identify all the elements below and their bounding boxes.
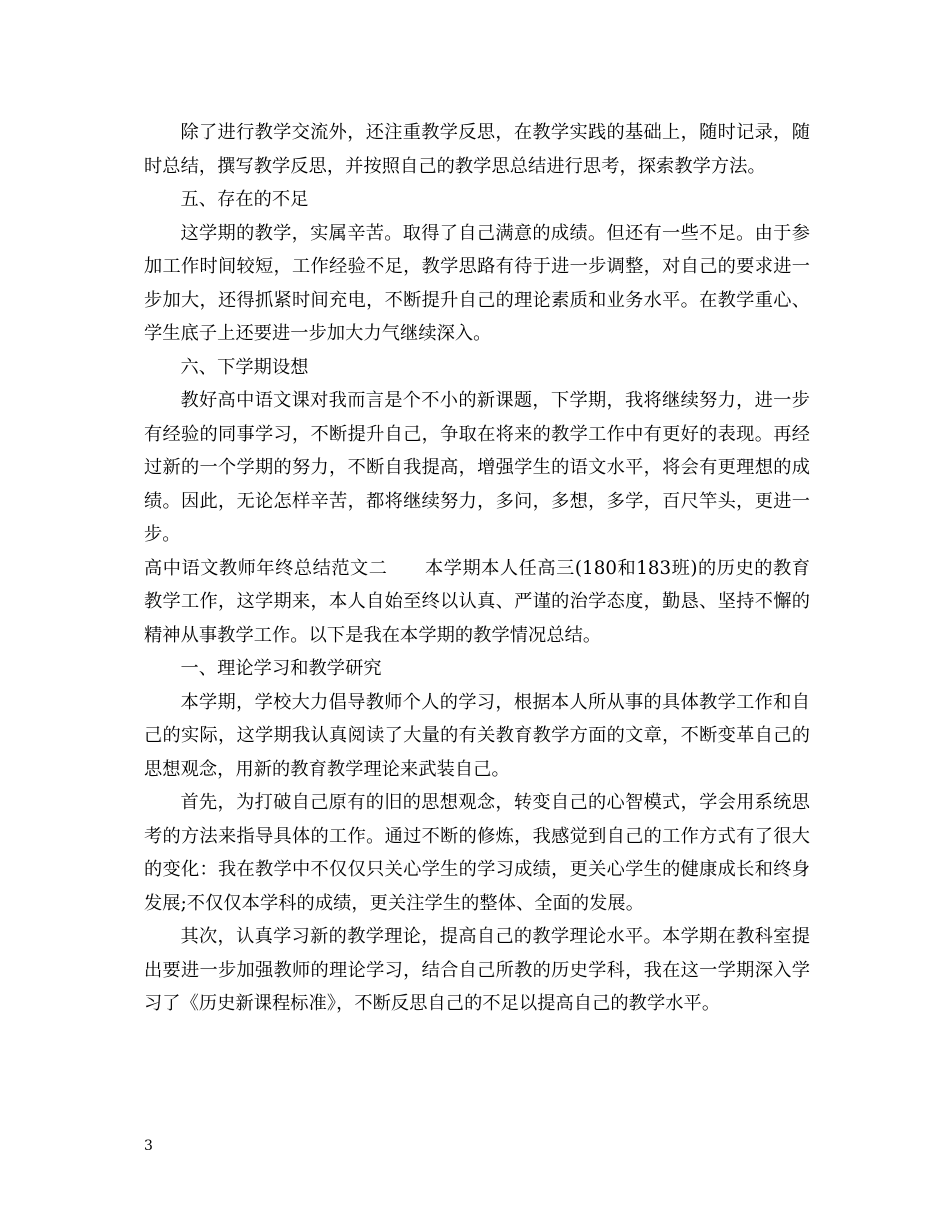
paragraph-sample-two-intro: 高中语文教师年终总结范文二 本学期本人任高三(180和183班)的历史的教育教学工作，这学期来，本人自始至终以认真、严谨的治学态度，勤恳、坚持不懈的精神从事教学工作。以下是我在本学期的教学情况总结。 (144, 557, 810, 646)
paragraph-next-semester: 教好高中语文课对我而言是个不小的新课题，下学期，我将继续努力，进一步有经验的同事学习，不断提升自己，争取在将来的教学工作中有更好的表现。再经过新的一个学期的努力，不断自我提高，增强学生的语文水平，将会有更理想的成绩。因此，无论怎样辛苦，都将继续努力，多问，多想，多学，百尺竿头，更进一步。 (144, 390, 810, 545)
paragraph-second: 其次，认真学习新的教学理论，提高自己的教学理论水平。本学期在教科室提出要进一步加强教师的理论学习，结合自己所教的历史学科，我在这一学期深入学习了《历史新课程标准》，不断反思自己的不足以提高自己的教学水平。 (144, 926, 810, 1014)
heading-theory-study: 一、理论学习和教学研究 (180, 658, 382, 679)
heading-shortcomings: 五、存在的不足 (180, 189, 309, 210)
document-body (144, 116, 810, 1021)
heading-next-semester: 六、下学期设想 (180, 356, 309, 378)
paragraph-first: 首先，为打破自己原有的旧的思想观念，转变自己的心智模式，学会用系统思考的方法来指导具体的工作。通过不断的修炼，我感觉到自己的工作方式有了很大的变化：我在教学中不仅仅只关心学生的学习成绩，更关心学生的健康成长和终身发展;不仅仅本学科的成绩，更关注学生的整体、全面的发展。 (144, 792, 810, 914)
paragraph-reflection: 除了进行教学交流外，还注重教学反思，在教学实践的基础上，随时记录，随时总结，撰写教学反思，并按照自己的教学思总结进行思考，探索教学方法。 (144, 122, 810, 177)
paragraph-shortcomings: 这学期的教学，实属辛苦。取得了自己满意的成绩。但还有一些不足。由于参加工作时间较短，工作经验不足，教学思路有待于进一步调整，对自己的要求进一步加大，还得抓紧时间充电，不断提升自己的理论素质和业务水平。在教学重心、学生底子上还要进一步加大力气继续深入。 (144, 222, 810, 344)
page-number: 3 (144, 1138, 153, 1154)
paragraph-theory-study: 本学期，学校大力倡导教师个人的学习，根据本人所从事的具体教学工作和自己的实际，这学期我认真阅读了大量的有关教育教学方面的文章，不断变革自己的思想观念，用新的教育教学理论来武装自己。 (144, 691, 810, 780)
